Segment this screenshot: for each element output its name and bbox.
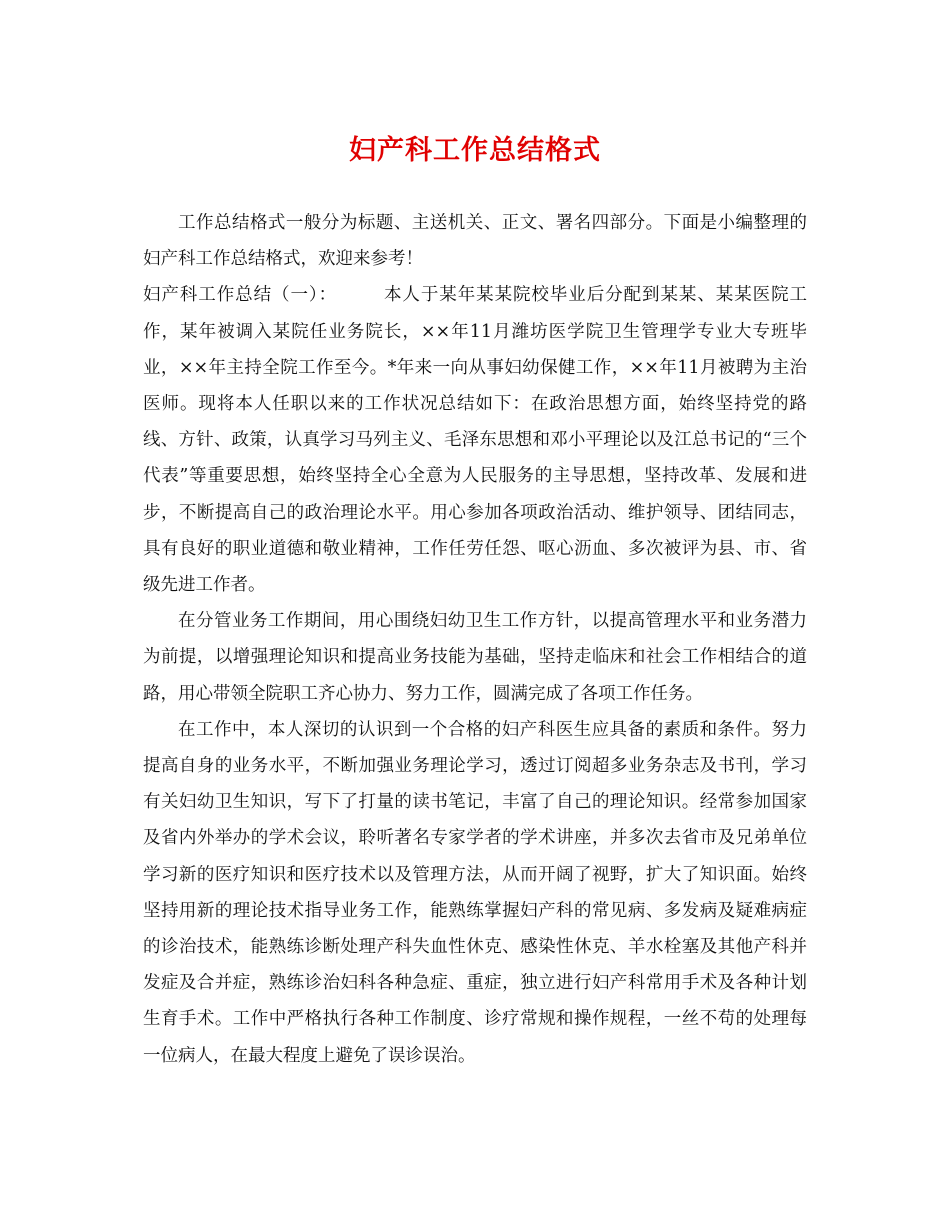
intro-paragraph: 工作总结格式一般分为标题、主送机关、正文、署名四部分。下面是小编整理的妇产科工作总结格式，欢迎来参考！	[143, 213, 807, 270]
document-body	[143, 205, 807, 1074]
section-heading: 妇产科工作总结（一）：	[143, 285, 338, 306]
paragraph-2: 在分管业务工作期间，用心围绕妇幼卫生工作方针，以提高管理水平和业务潜力为前提，以增强理论知识和提高业务技能为基础，坚持走临床和社会工作相结合的道路，用心带领全院职工齐心协力、努力工作，圆满完成了各项工作任务。	[143, 611, 807, 704]
document-title: 妇产科工作总结格式	[349, 135, 601, 166]
paragraph-1-text: 本人于某年某某院校毕业后分配到某某、某某医院工作，某年被调入某院任业务院长，××年11月潍坊医学院卫生管理学专业大专班毕业，××年主持全院工作至今。*年来一向从事妇幼保健工作，××年11月被聘为主治医师。现将本人任职以来的工作状况总结如下：在政治思想方面，始终坚持党的路线、方针、政策，认真学习马列主义、毛泽东思想和邓小平理论以及江总书记的“三个代表”等重要思想，始终坚持全心全意为人民服务的主导思想，坚持改革、发展和进步，不断提高自己的政治理论水平。用心参加各项政治活动、维护领导、团结同志，具有良好的职业道德和敬业精神，工作任劳任怨、呕心沥血、多次被评为县、市、省级先进工作者。	[143, 285, 808, 596]
paragraph-3: 在工作中，本人深切的认识到一个合格的妇产科医生应具备的素质和条件。努力提高自身的业务水平，不断加强业务理论学习，透过订阅超多业务杂志及书刊，学习有关妇幼卫生知识，写下了打量的读书笔记，丰富了自己的理论知识。经常参加国家及省内外举办的学术会议，聆听著名专家学者的学术讲座，并多次去省市及兄弟单位学习新的医疗知识和医疗技术以及管理方法，从而开阔了视野，扩大了知识面。始终坚持用新的理论技术指导业务工作，能熟练掌握妇产科的常见病、多发病及疑难病症的诊治技术，能熟练诊断处理产科失血性休克、感染性休克、羊水栓塞及其他产科并发症及合并症，熟练诊治妇科各种急症、重症，独立进行妇产科常用手术及各种计划生育手术。工作中严格执行各种工作制度、诊疗常规和操作规程，一丝不苟的处理每一位病人，在最大程度上避免了误诊误治。	[143, 719, 807, 1066]
section-paragraph-1	[143, 277, 807, 603]
